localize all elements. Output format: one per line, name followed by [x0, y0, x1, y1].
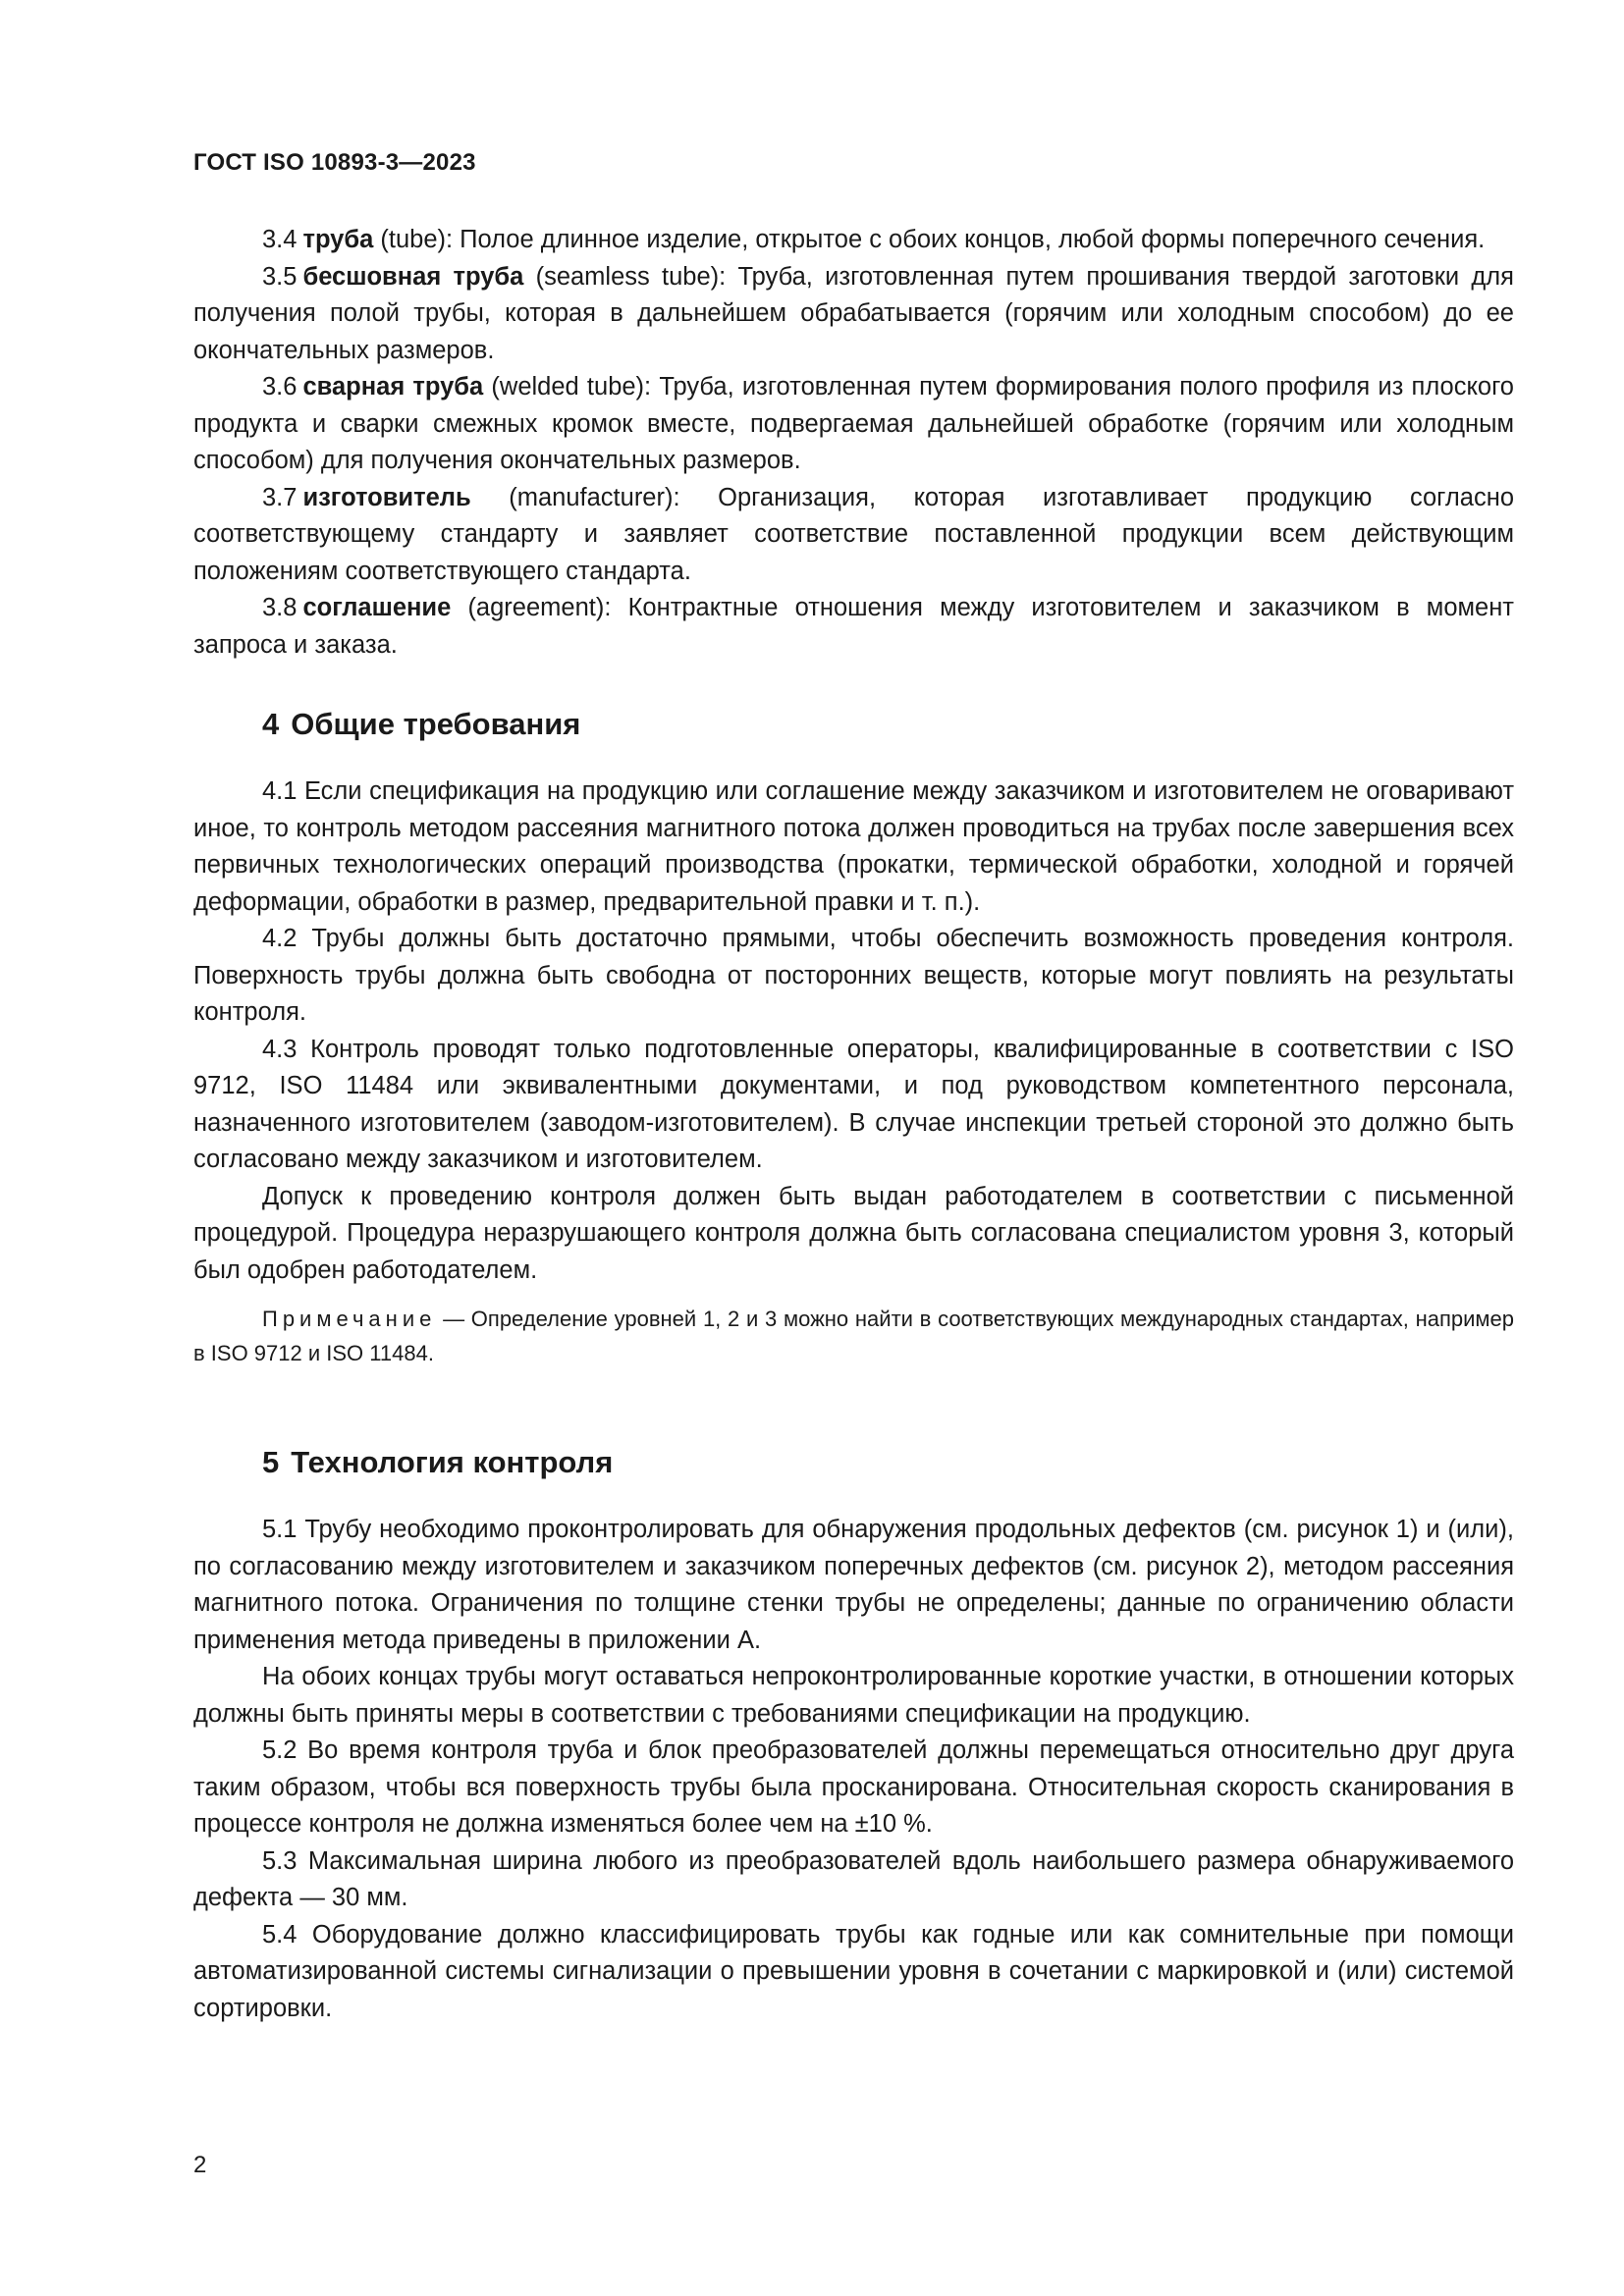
term-definition — [193, 259, 1514, 370]
term-definition — [193, 590, 1514, 664]
term-text: (agreement): Контрактные отношения между изготовителем и заказчиком в момент запроса и заказа. — [193, 594, 1514, 659]
term-definition — [193, 222, 1514, 259]
note — [193, 1302, 1514, 1370]
section-number: 4 — [262, 707, 280, 741]
term-name: соглашение — [302, 594, 452, 621]
note-text: — Определение уровней 1, 2 и 3 можно найти в соответствующих международных стандартах, например в ISO 9712 и ISO 11484. — [193, 1307, 1514, 1365]
page-content — [193, 222, 1514, 2027]
term-name: труба — [302, 226, 374, 253]
term-name: сварная труба — [302, 373, 484, 400]
paragraph: 4.1 Если спецификация на продукцию или соглашение между заказчиком и изготовителем не оговаривают иное, то контроль методом рассеяния магнитного потока должен проводиться на трубах после завершения всех первичных технологических операций производства (прокатки, термической обработки, холодной и горячей деформации, обработки в размер, предварительной правки и т. п.). — [193, 777, 1514, 916]
term-text: (welded tube): Труба, изготовленная путем формирования полого профиля из плоского продукта и сварки смежных кромок вместе, подвергаемая дальнейшей обработке (горячим или холодным способом) для получения окончательных размеров. — [193, 373, 1514, 474]
paragraph: 4.2 Трубы должны быть достаточно прямыми, чтобы обеспечить возможность проведения контроля. Поверхность трубы должна быть свободна от посторонних веществ, которые могут повлиять на результаты контроля. — [193, 925, 1514, 1026]
term-number: 3.4 — [262, 226, 298, 253]
section-heading — [262, 705, 1514, 744]
paragraph: 5.3 Максимальная ширина любого из преобразователей вдоль наибольшего размера обнаруживаемого дефекта — 30 мм. — [193, 1846, 1514, 1911]
paragraph: Допуск к проведению контроля должен быть выдан работодателем в соответствии с письменной процедурой. Процедура неразрушающего контроля должна быть согласована специалистом уровня 3, который был одобрен работодателем. — [193, 1182, 1514, 1284]
paragraph: 5.4 Оборудование должно классифицировать трубы как годные или как сомнительные при помощи автоматизированной системы сигнализации о превышении уровня в сочетании с маркировкой и (или) системой сортировки. — [193, 1920, 1514, 2022]
section-heading — [262, 1443, 1514, 1482]
page-number: 2 — [193, 2152, 207, 2178]
term-name: бесшовная труба — [302, 262, 524, 291]
term-number: 3.8 — [262, 594, 298, 621]
paragraph: 5.2 Во время контроля труба и блок преобразователей должны перемещаться относительно друг друга таким образом, чтобы вся поверхность трубы была просканирована. Относительная скорость сканирования в процессе контроля не должна изменяться более чем на ±10 %. — [193, 1736, 1514, 1838]
term-text: (seamless tube): Труба, изготовленная путем прошивания твердой заготовки для получения полой трубы, которая в дальнейшем обрабатывается (горячим или холодным способом) до ее окончательных размеров. — [193, 262, 1514, 364]
term-number: 3.6 — [262, 373, 298, 400]
document-id-header: ГОСТ ISO 10893-3—2023 — [193, 149, 476, 176]
paragraph: На обоих концах трубы могут оставаться непроконтролированные короткие участки, в отношении которых должны быть приняты меры в соответствии с требованиями спецификации на продукцию. — [193, 1663, 1514, 1728]
section-number: 5 — [262, 1445, 280, 1479]
section-title: Общие требования — [291, 707, 581, 741]
term-definition — [193, 369, 1514, 480]
term-number: 3.5 — [262, 262, 298, 291]
term-name: изготовитель — [302, 483, 471, 511]
term-definition — [193, 480, 1514, 591]
term-text: (manufacturer): Организация, которая изготавливает продукцию согласно соответствующему стандарту и заявляет соответствие поставленной продукции всем действующим положениям соответствующего стандарта. — [193, 483, 1514, 585]
paragraph: 4.3 Контроль проводят только подготовленные операторы, квалифицированные в соответствии с ISO 9712, ISO 11484 или эквивалентными документами, и под руководством компетентного персонала, назначенного изготовителем (заводом-изготовителем). В случае инспекции третьей стороной это должно быть согласовано между заказчиком и изготовителем. — [193, 1035, 1514, 1173]
paragraph: 5.1 Трубу необходимо проконтролировать для обнаружения продольных дефектов (см. рисунок 1) и (или), по согласованию между изготовителем и заказчиком поперечных дефектов (см. рисунок 2), методом рассеяния магнитного потока. Ограничения по толщине стенки трубы не определены; данные по ограничению области применения метода приведены в приложении А. — [193, 1516, 1514, 1654]
note-label: Примечание — [262, 1307, 437, 1331]
section-title: Технология контроля — [291, 1445, 614, 1479]
term-text: (tube): Полое длинное изделие, открытое с обоих концов, любой формы поперечного сечения. — [373, 226, 1486, 253]
term-number: 3.7 — [262, 483, 298, 511]
